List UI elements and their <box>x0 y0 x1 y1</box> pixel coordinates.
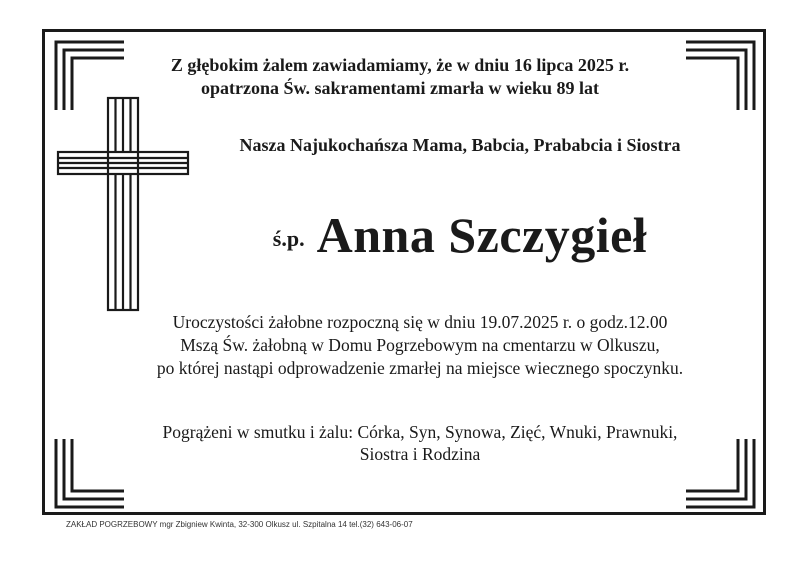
mourners-list <box>120 421 720 465</box>
mourners-line: Siostra i Rodzina <box>359 444 481 464</box>
deceased-prefix: ś.p. <box>272 226 305 251</box>
ceremony-details <box>120 311 720 380</box>
announcement-intro <box>0 54 800 100</box>
ceremony-line: po której nastąpi odprowadzenie zmarłej na miejsce wiecznego spoczynku. <box>156 358 684 378</box>
intro-line: Z głębokim żalem zawiadamiamy, że w dniu 16 lipca 2025 r. <box>170 55 630 75</box>
ceremony-line: Mszą Św. żałobną w Domu Pogrzebowym na cmentarzu w Olkuszu, <box>180 335 660 355</box>
funeral-home-footer: ZAKŁAD POGRZEBOWY mgr Zbigniew Kwinta, 32-300 Olkusz ul. Szpitalna 14 tel.(32) 643-06-07 <box>66 520 413 529</box>
deceased-name: Anna Szczygieł <box>316 207 648 263</box>
mourners-line: Pogrążeni w smutku i żalu: Córka, Syn, Synowa, Zięć, Wnuki, Prawnuki, <box>162 422 678 442</box>
corner-ornament-icon <box>54 439 124 509</box>
deceased-name-row <box>200 206 720 264</box>
ceremony-line: Uroczystości żałobne rozpoczną się w dniu 19.07.2025 r. o godz.12.00 <box>172 312 668 332</box>
cross-icon <box>56 96 190 312</box>
family-title: Nasza Najukochańsza Mama, Babcia, Prababcia i Siostra <box>239 135 681 155</box>
intro-line: opatrzona Św. sakramentami zmarła w wieku 89 lat <box>201 78 599 98</box>
